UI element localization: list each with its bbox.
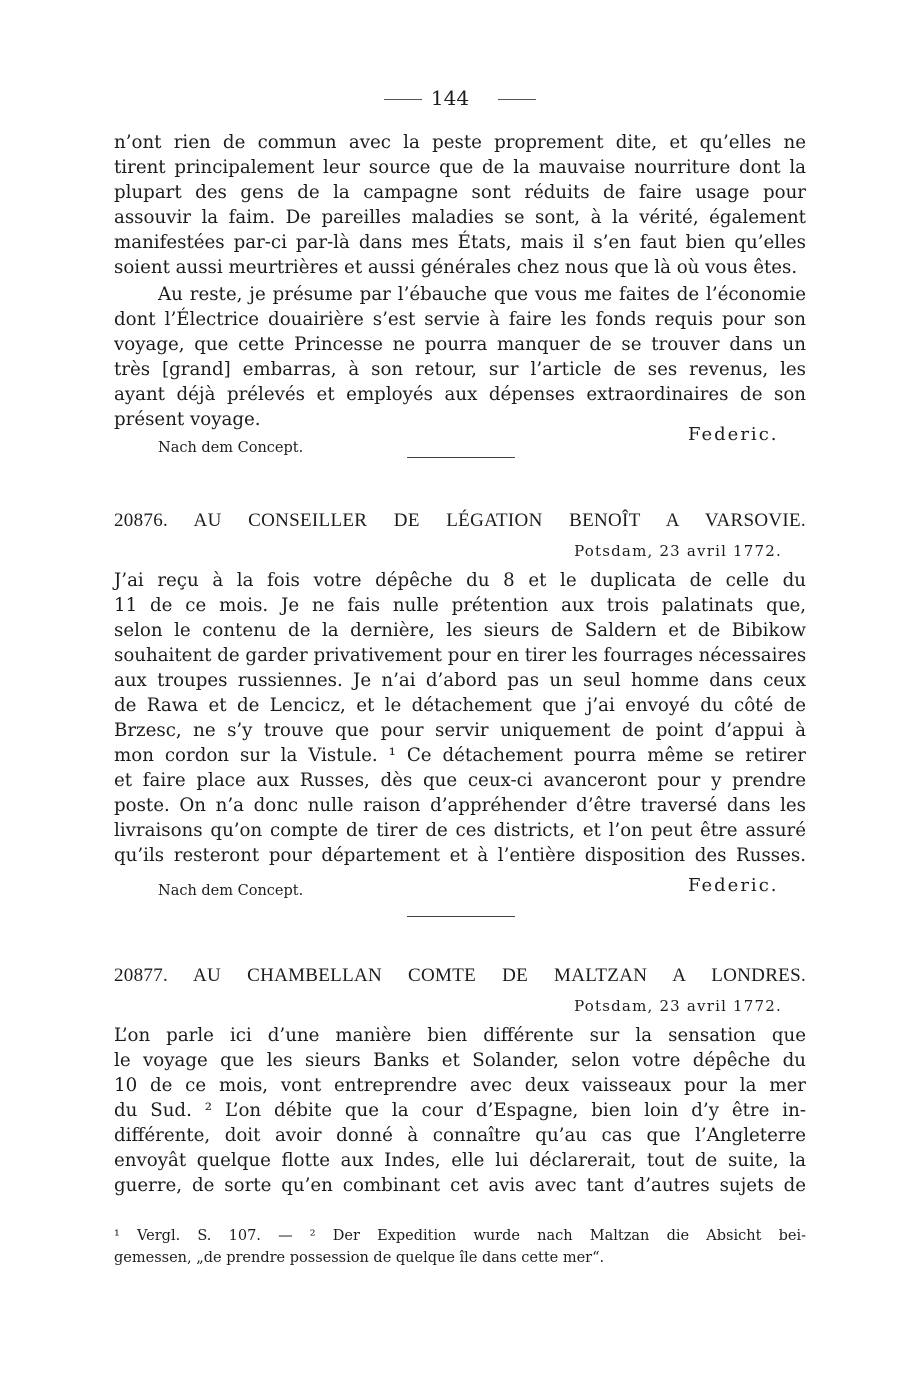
text-line: Au reste, je présume par l’ébauche que vous me faites de l’économie bbox=[158, 284, 806, 305]
text-line: J’ai reçu à la fois votre dépêche du 8 et le duplicata de celle du bbox=[114, 570, 806, 591]
text-line: aux troupes russiennes. Je n’ai d’abord pas un seul homme dans ceux bbox=[114, 670, 806, 691]
signature: Federic. bbox=[688, 424, 779, 445]
text-line: 11 de ce mois. Je ne fais nulle prétention aux trois palatinats que, bbox=[114, 595, 806, 616]
text-line: de Rawa et de Lencicz, et le détachement que j’ai envoyé du côté de bbox=[114, 695, 806, 716]
dateline: Potsdam, 23 avril 1772. bbox=[574, 542, 782, 560]
text-line: L’on parle ici d’une manière bien différente sur la sensation que bbox=[114, 1025, 806, 1046]
letter-heading: 20876. AU CONSEILLER DE LÉGATION BENOÎT A VARSOVIE. bbox=[114, 510, 806, 531]
text-line: ayant déjà prélevés et employés aux dépenses extraordinaires de son bbox=[114, 384, 806, 405]
letter-heading: 20877. AU CHAMBELLAN COMTE DE MALTZAN A LONDRES. bbox=[114, 965, 806, 986]
section-divider bbox=[407, 457, 515, 458]
dateline: Potsdam, 23 avril 1772. bbox=[574, 997, 782, 1015]
text-line: guerre, de sorte qu’en combinant cet avis avec tant d’autres sujets de bbox=[114, 1175, 806, 1196]
text-line: manifestées par-ci par-là dans mes États, mais il s’en faut bien qu’elles bbox=[114, 232, 806, 253]
text-line: tirent principalement leur source que de la mauvaise nourriture dont la bbox=[114, 157, 806, 178]
text-line: du Sud. ² L’on débite que la cour d’Espagne, bien loin d’y être in- bbox=[114, 1100, 806, 1121]
page-number: 144 bbox=[430, 86, 470, 110]
signature: Federic. bbox=[688, 875, 779, 896]
text-line: envoyât quelque flotte aux Indes, elle lui déclarerait, tout de suite, la bbox=[114, 1150, 806, 1171]
text-line: Brzesc, ne s’y trouve que pour servir uniquement de point d’appui à bbox=[114, 720, 806, 741]
text-line: dont l’Électrice douairière s’est servie à faire les fonds requis pour son bbox=[114, 309, 806, 330]
text-line: plupart des gens de la campagne sont réduits de faire usage pour bbox=[114, 182, 806, 203]
text-line: selon le contenu de la dernière, les sieurs de Saldern et de Bibikow bbox=[114, 620, 806, 641]
text-line: différente, doit avoir donné à connaître qu’au cas que l’Angleterre bbox=[114, 1125, 806, 1146]
text-line: le voyage que les sieurs Banks et Solander, selon votre dépêche du bbox=[114, 1050, 806, 1071]
text-line: 10 de ce mois, vont entreprendre avec deux vaisseaux pour la mer bbox=[114, 1075, 806, 1096]
text-line: très [grand] embarras, à son retour, sur l’article de ses revenus, les bbox=[114, 359, 806, 380]
text-line: assouvir la faim. De pareilles maladies se sont, à la vérité, également bbox=[114, 207, 806, 228]
text-line: mon cordon sur la Vistule. ¹ Ce détachement pourra même se retirer bbox=[114, 745, 806, 766]
section-divider bbox=[407, 916, 515, 917]
text-line: n’ont rien de commun avec la peste proprement dite, et qu’elles ne bbox=[114, 132, 806, 153]
footnote-line: ¹ Vergl. S. 107. — ² Der Expedition wurde nach Maltzan die Absicht bei- bbox=[114, 1228, 806, 1244]
source-note: Nach dem Concept. bbox=[158, 440, 304, 456]
text-line: qu’ils resteront pour département et à l’entière disposition des Russes. bbox=[114, 845, 806, 866]
text-line: voyage, que cette Princesse ne pourra manquer de se trouver dans un bbox=[114, 334, 806, 355]
text-line: soient aussi meurtrières et aussi générales chez nous que là où vous êtes. bbox=[114, 257, 798, 278]
source-note: Nach dem Concept. bbox=[158, 883, 304, 899]
text-line: souhaitent de garder privativement pour en tirer les fourrages nécessaires bbox=[114, 645, 807, 666]
text-line: livraisons qu’on compte de tirer de ces districts, et l’on peut être assuré bbox=[114, 820, 806, 841]
text-line: et faire place aux Russes, dès que ceux-ci avanceront pour y prendre bbox=[114, 770, 806, 791]
header-dash-right bbox=[498, 99, 536, 100]
text-line: présent voyage. bbox=[114, 409, 261, 430]
text-line: poste. On n’a donc nulle raison d’appréhender d’être traversé dans les bbox=[114, 795, 806, 816]
footnote-line: gemessen, „de prendre possession de quelque île dans cette mer“. bbox=[114, 1250, 605, 1266]
